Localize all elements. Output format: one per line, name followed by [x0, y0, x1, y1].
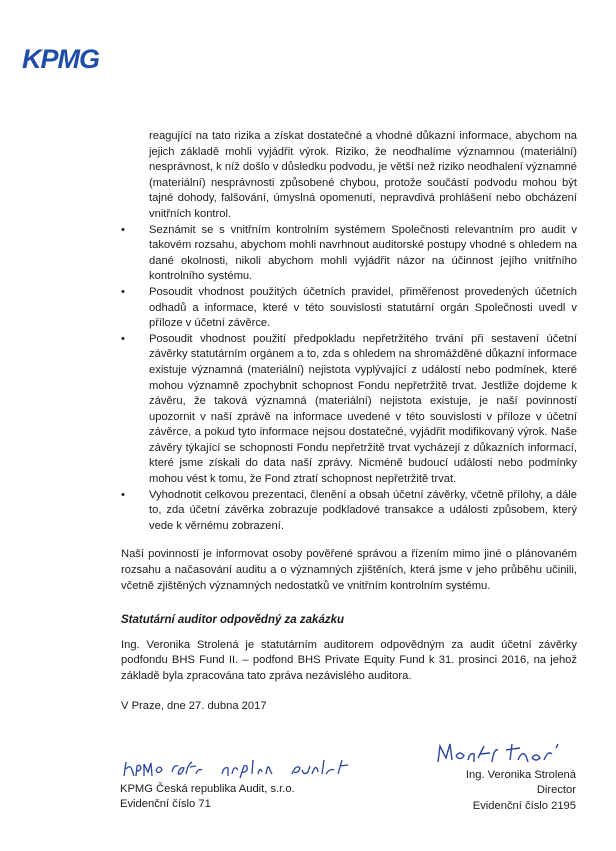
- continuation-text: reagující na tato rizika a získat dostatečné a vhodné důkazní informace, abychom na jejich základě mohli vyjádřit výrok. Riziko, že neodhalíme významnou (materiální) nesprávnost, k níž došlo v důsledku podvodu, je větší než riziko neodhalení významné (materiální) nesprávnosti způsobené chybou, protože součástí podvodu mohou být tajné dohody, falšování, úmyslná opomenutí, nepravdivá prohlášení nebo obcházení vnitřních kontrol.: [149, 130, 577, 220]
- list-item: [121, 223, 577, 285]
- auditor-section-heading: Statutární auditor odpovědný za zakázku: [121, 614, 345, 627]
- list-item: [121, 332, 577, 488]
- company-signature-icon: [120, 752, 360, 782]
- signature-block-auditor: [430, 738, 576, 814]
- signature-block-company: [120, 752, 380, 813]
- list-item-text: Posoudit vhodnost použití předpokladu nepřetržitého trvání při sestavení účetní závěrky statutárním orgánem a to, zda s ohledem na shromážděné důkazní informace existuje významná (materiální) nejistota vyplývající z událostí nebo podmínek, které mohou významně zpochybnit schopnost Fondu nepřetržitě trvat. Jestliže dojdeme k závěru, že taková významná (materiální) nejistota existuje, je naší povinností upozornit v naší zprávě na informace uvedené v této souvislosti v příloze v účetní závěrce, a pokud tyto informace nejsou dostatečné, vyjádřit modifikovaný výrok. Naše závěry týkající se schopnosti Fondu nepřetržitě trvat vycházejí z důkazních informací, které jsme získali do data naší zprávy. Nicméně budoucí události nebo podmínky mohou vést k tomu, že Fond ztratí schopnost nepřetržitě trvat.: [149, 332, 577, 486]
- list-item: [121, 285, 577, 332]
- auditor-signature-icon: [430, 738, 576, 768]
- obligation-paragraph: Naší povinností je informovat osoby pověřené správou a řízením mimo jiné o plánovaném rozsahu a načasování auditu a o významných zjištěních, která jsme v jeho průběhu učinili, včetně zjištěných významných nedostatků ve vnitřním kontrolním systému.: [121, 548, 577, 592]
- auditor-name: Ing. Veronika Strolená: [465, 769, 576, 781]
- bullet-icon: [121, 223, 125, 239]
- list-item-text: Posoudit vhodnost použitých účetních pravidel, přiměřenost provedených účetních odhadů a informace, které v této souvislosti statutární orgán Společnosti uvedl v příloze v účetní závěrce.: [149, 285, 577, 330]
- date-line: V Praze, dne 27. dubna 2017: [121, 699, 267, 712]
- list-item-text: Seznámit se s vnitřním kontrolním systémem Společnosti relevantním pro audit v takovém rozsahu, abychom mohli navrhnout auditorské postupy vhodné s ohledem na dané okolnosti, nikoli abychom mohli vyjádřit názor na účinnost jejího vnitřního kontrolního systému.: [149, 223, 577, 283]
- bullet-icon: [121, 285, 125, 301]
- auditor-title: Director: [536, 784, 576, 797]
- continuation-paragraph: [121, 129, 577, 223]
- company-registration: Evidenční číslo 71: [120, 798, 211, 811]
- auditor-section-text: Ing. Veronika Strolená je statutárním auditorem odpovědným za audit účetní závěrky podfondu BHS Fund II. – podfond BHS Private Equity Fund k 31. prosinci 2016, na jehož základě byla zpracována tato zpráva nezávislého auditora.: [121, 638, 577, 682]
- auditor-registration: Evidenční číslo 2195: [472, 799, 576, 812]
- kpmg-logo: KPMG: [22, 44, 99, 74]
- bullet-icon: [121, 488, 125, 504]
- bullet-icon: [121, 332, 125, 348]
- list-item: [121, 488, 577, 535]
- report-body: [121, 129, 577, 714]
- company-name: KPMG Česká republika Audit, s.r.o.: [120, 783, 295, 795]
- list-item-text: Vyhodnotit celkovou prezentaci, členění a obsah účetní závěrky, včetně přílohy, a dále to, zda účetní závěrka zobrazuje podkladové transakce a události způsobem, který vede k věrnému zobrazení.: [149, 488, 577, 532]
